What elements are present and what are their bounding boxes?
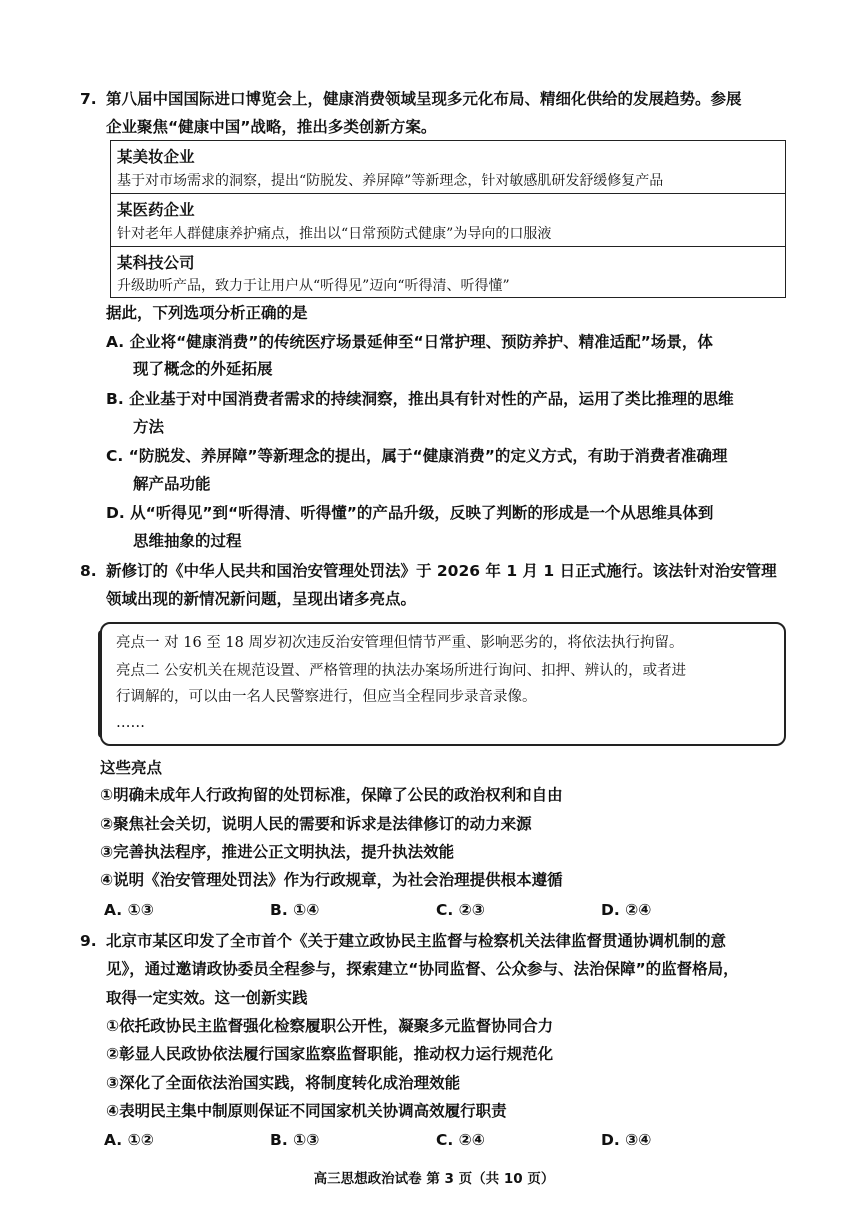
option-a-cont: 现了概念的外延拓展 [133, 360, 273, 378]
statement-2: ②聚焦社会关切，说明人民的需要和诉求是法律修订的动力来源 [100, 815, 532, 833]
table-row-desc: 基于对市场需求的洞察，提出“防脱发、养屏障”等新理念，针对敏感肌研发舒缓修复产品 [117, 173, 664, 189]
page-footer: 高三思想政治试卷 第 3 页（共 10 页） [313, 1171, 555, 1187]
question-7-stem-cont: 企业聚焦“健康中国”战略，推出多类创新方案。 [106, 118, 437, 136]
choice-a: A. ①③ [104, 901, 154, 919]
highlight-two: 亮点二 公安机关在规范设置、严格管理的执法办案场所进行询问、扣押、辨认的，或者进 [116, 663, 687, 679]
question-8-prompt: 这些亮点 [100, 759, 163, 777]
statement-3: ③完善执法程序，推进公正文明执法，提升执法效能 [100, 843, 455, 861]
statement-1: ①依托政协民主监督强化检察履职公开性，凝聚多元监督协同合力 [106, 1017, 554, 1035]
statement-1: ①明确未成年人行政拘留的处罚标准，保障了公民的政治权利和自由 [100, 786, 563, 804]
choice-b: B. ①④ [270, 901, 320, 919]
question-9-number: 9. [80, 932, 97, 950]
statement-3: ③深化了全面依法治国实践，将制度转化成治理效能 [106, 1074, 461, 1092]
question-8-stem: 新修订的《中华人民共和国治安管理处罚法》于 2026 年 1 月 1 日正式施行。该法针对治安管理 [106, 562, 777, 580]
table-row-desc: 升级助听产品，致力于让用户从“听得见”迈向“听得清、听得懂” [117, 278, 510, 294]
option-b-cont: 方法 [133, 418, 165, 436]
table-row-title: 某美妆企业 [117, 148, 195, 166]
highlight-two-cont: 行调解的，可以由一名人民警察进行，但应当全程同步录音录像。 [116, 689, 537, 705]
choice-a: A. ①② [104, 1131, 154, 1149]
highlights-scroll-box [100, 622, 786, 746]
statement-4: ④表明民主集中制原则保证不同国家机关协调高效履行职责 [106, 1102, 507, 1120]
question-7-prompt: 据此，下列选项分析正确的是 [106, 304, 308, 322]
choice-d: D. ②④ [601, 901, 652, 919]
table-row [111, 141, 785, 194]
choice-b: B. ①③ [270, 1131, 320, 1149]
question-9-stem-cont: 见》，通过邀请政协委员全程参与，探索建立“协同监督、公众参与、法治保障”的监督格局， [106, 960, 739, 978]
statement-2: ②彰显人民政协依法履行国家监察监督职能，推动权力运行规范化 [106, 1045, 554, 1063]
highlight-ellipsis: …… [116, 715, 145, 731]
table-row-title: 某科技公司 [117, 254, 195, 272]
question-9-stem-cont2: 取得一定实效。这一创新实践 [106, 989, 308, 1007]
table-row [111, 247, 785, 297]
option-c: C. “防脱发、养屏障”等新理念的提出，属于“健康消费”的定义方式，有助于消费者准确理 [106, 447, 728, 465]
choice-c: C. ②④ [436, 1131, 485, 1149]
option-d-cont: 思维抽象的过程 [133, 532, 242, 550]
choice-c: C. ②③ [436, 901, 485, 919]
question-8-stem-cont: 领域出现的新情况新问题，呈现出诸多亮点。 [106, 590, 417, 608]
highlight-one: 亮点一 对 16 至 18 周岁初次违反治安管理但情节严重、影响恶劣的，将依法执行拘留。 [116, 635, 684, 651]
option-c-cont: 解产品功能 [133, 475, 211, 493]
question-9-stem: 北京市某区印发了全市首个《关于建立政协民主监督与检察机关法律监督贯通协调机制的意 [106, 932, 727, 950]
table-row [111, 194, 785, 247]
question-7-table [110, 140, 786, 298]
question-8-number: 8. [80, 562, 97, 580]
statement-4: ④说明《治安管理处罚法》作为行政规章，为社会治理提供根本遵循 [100, 871, 563, 889]
choice-d: D. ③④ [601, 1131, 652, 1149]
question-7-stem: 第八届中国国际进口博览会上，健康消费领域呈现多元化布局、精细化供给的发展趋势。参展 [106, 90, 742, 108]
table-row-title: 某医药企业 [117, 201, 195, 219]
question-7-number: 7. [80, 90, 97, 108]
option-a: A. 企业将“健康消费”的传统医疗场景延伸至“日常护理、预防养护、精准适配”场景，体 [106, 333, 713, 351]
table-row-desc: 针对老年人群健康养护痛点，推出以“日常预防式健康”为导向的口服液 [117, 226, 552, 242]
option-d: D. 从“听得见”到“听得清、听得懂”的产品升级，反映了判断的形成是一个从思维具体到 [106, 504, 714, 522]
option-b: B. 企业基于对中国消费者需求的持续洞察，推出具有针对性的产品，运用了类比推理的思维 [106, 390, 734, 408]
